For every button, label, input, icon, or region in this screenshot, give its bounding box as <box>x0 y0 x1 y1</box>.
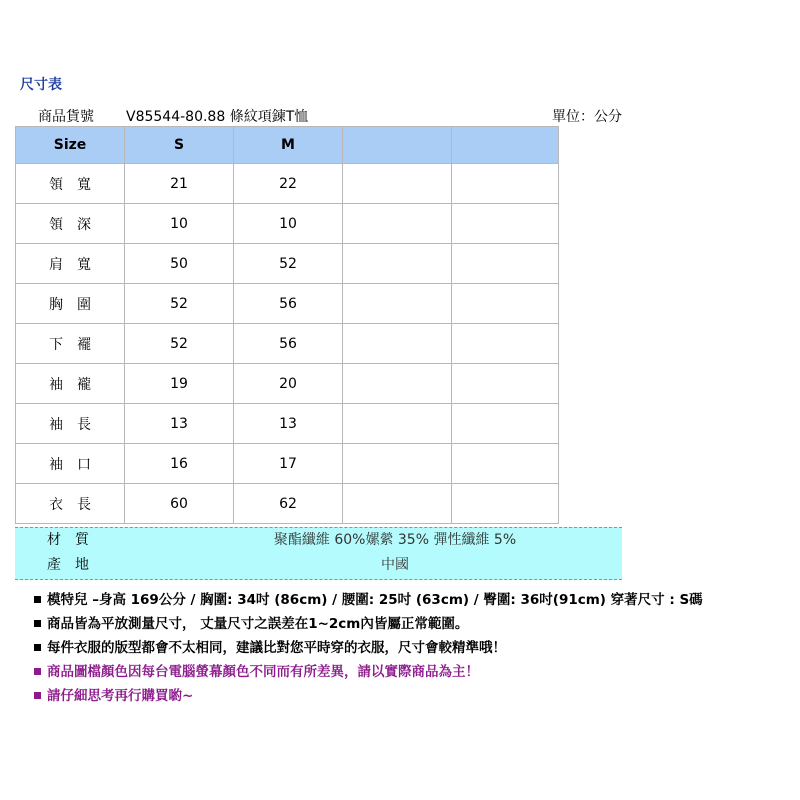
size-table-header-row <box>16 127 559 164</box>
measurement-label: 胸圍 <box>16 284 125 324</box>
square-bullet-icon <box>34 596 41 603</box>
measurement-value <box>452 164 559 204</box>
measurement-value <box>343 324 452 364</box>
measurement-value <box>452 244 559 284</box>
measurement-value: 22 <box>234 164 343 204</box>
measurement-label: 領寬 <box>16 164 125 204</box>
measurement-value <box>452 404 559 444</box>
material-value: 聚酯纖維 60%嫘縈 35% 彈性纖維 5% <box>273 532 517 548</box>
column-header: Size <box>16 127 125 164</box>
table-row <box>16 164 559 204</box>
measurement-value: 50 <box>125 244 234 284</box>
material-row <box>15 528 622 553</box>
table-row <box>16 284 559 324</box>
measurement-value <box>343 444 452 484</box>
note-item <box>34 588 794 612</box>
table-row <box>16 324 559 364</box>
measurement-value: 52 <box>234 244 343 284</box>
product-header <box>38 106 622 126</box>
measurement-value: 13 <box>125 404 234 444</box>
square-bullet-icon <box>34 644 41 651</box>
size-table-body <box>16 164 559 524</box>
origin-row <box>15 553 622 578</box>
measurement-value: 13 <box>234 404 343 444</box>
measurement-value <box>343 204 452 244</box>
measurement-label: 袖襱 <box>16 364 125 404</box>
note-text: 請仔細思考再行購買喲~ <box>47 688 194 704</box>
measurement-value: 16 <box>125 444 234 484</box>
measurement-value <box>343 404 452 444</box>
table-row <box>16 444 559 484</box>
note-text: 商品圖檔顏色因每台電腦螢幕顏色不同而有所差異，請以實際商品為主！ <box>47 664 479 680</box>
measurement-label: 袖口 <box>16 444 125 484</box>
measurement-value <box>452 284 559 324</box>
size-table <box>15 126 559 524</box>
note-item <box>34 636 794 660</box>
measurement-value: 17 <box>234 444 343 484</box>
measurement-label: 袖長 <box>16 404 125 444</box>
note-item <box>34 660 794 684</box>
column-header: M <box>234 127 343 164</box>
square-bullet-icon <box>34 620 41 627</box>
measurement-value: 20 <box>234 364 343 404</box>
table-row <box>16 404 559 444</box>
square-bullet-icon <box>34 668 41 675</box>
measurement-value: 19 <box>125 364 234 404</box>
product-code-value: V85544-80.88 條紋項鍊T恤 <box>126 109 309 125</box>
note-text: 模特兒 –身高 169公分 / 胸圍: 34吋 (86cm) / 腰圍: 25吋 (63cm) / 臀圍: 36吋(91cm) 穿著尺寸 : S碼 <box>47 592 703 608</box>
material-label: 材質 <box>47 532 103 548</box>
measurement-value <box>343 164 452 204</box>
column-header: S <box>125 127 234 164</box>
product-code-label: 商品貨號 <box>38 109 94 125</box>
measurement-value <box>452 484 559 524</box>
page-title: 尺寸表 <box>20 77 62 93</box>
measurement-value: 52 <box>125 284 234 324</box>
measurement-value <box>452 364 559 404</box>
measurement-value: 60 <box>125 484 234 524</box>
measurement-value: 10 <box>234 204 343 244</box>
measurement-value: 56 <box>234 324 343 364</box>
measurement-value: 52 <box>125 324 234 364</box>
column-header <box>452 127 559 164</box>
measurement-value <box>343 484 452 524</box>
note-text: 商品皆為平放測量尺寸， 丈量尺寸之誤差在1~2cm內皆屬正常範圍。 <box>47 616 469 632</box>
note-text: 每件衣服的版型都會不太相同，建議比對您平時穿的衣服，尺寸會較精準哦！ <box>47 640 506 656</box>
measurement-value: 21 <box>125 164 234 204</box>
measurement-value <box>452 324 559 364</box>
column-header <box>343 127 452 164</box>
table-row <box>16 484 559 524</box>
measurement-value: 62 <box>234 484 343 524</box>
measurement-value <box>343 244 452 284</box>
measurement-value <box>452 204 559 244</box>
note-item <box>34 684 794 708</box>
measurement-label: 肩寬 <box>16 244 125 284</box>
table-row <box>16 244 559 284</box>
measurement-label: 下襬 <box>16 324 125 364</box>
measurement-value <box>452 444 559 484</box>
unit-label: 單位：公分 <box>552 109 622 125</box>
material-origin-band <box>15 527 622 580</box>
notes-list <box>34 588 794 708</box>
measurement-value <box>343 364 452 404</box>
measurement-value <box>343 284 452 324</box>
measurement-value: 56 <box>234 284 343 324</box>
measurement-value: 10 <box>125 204 234 244</box>
origin-value: 中國 <box>381 557 409 573</box>
measurement-label: 領深 <box>16 204 125 244</box>
note-item <box>34 612 794 636</box>
square-bullet-icon <box>34 692 41 699</box>
origin-label: 產地 <box>47 557 103 573</box>
measurement-label: 衣長 <box>16 484 125 524</box>
table-row <box>16 204 559 244</box>
table-row <box>16 364 559 404</box>
